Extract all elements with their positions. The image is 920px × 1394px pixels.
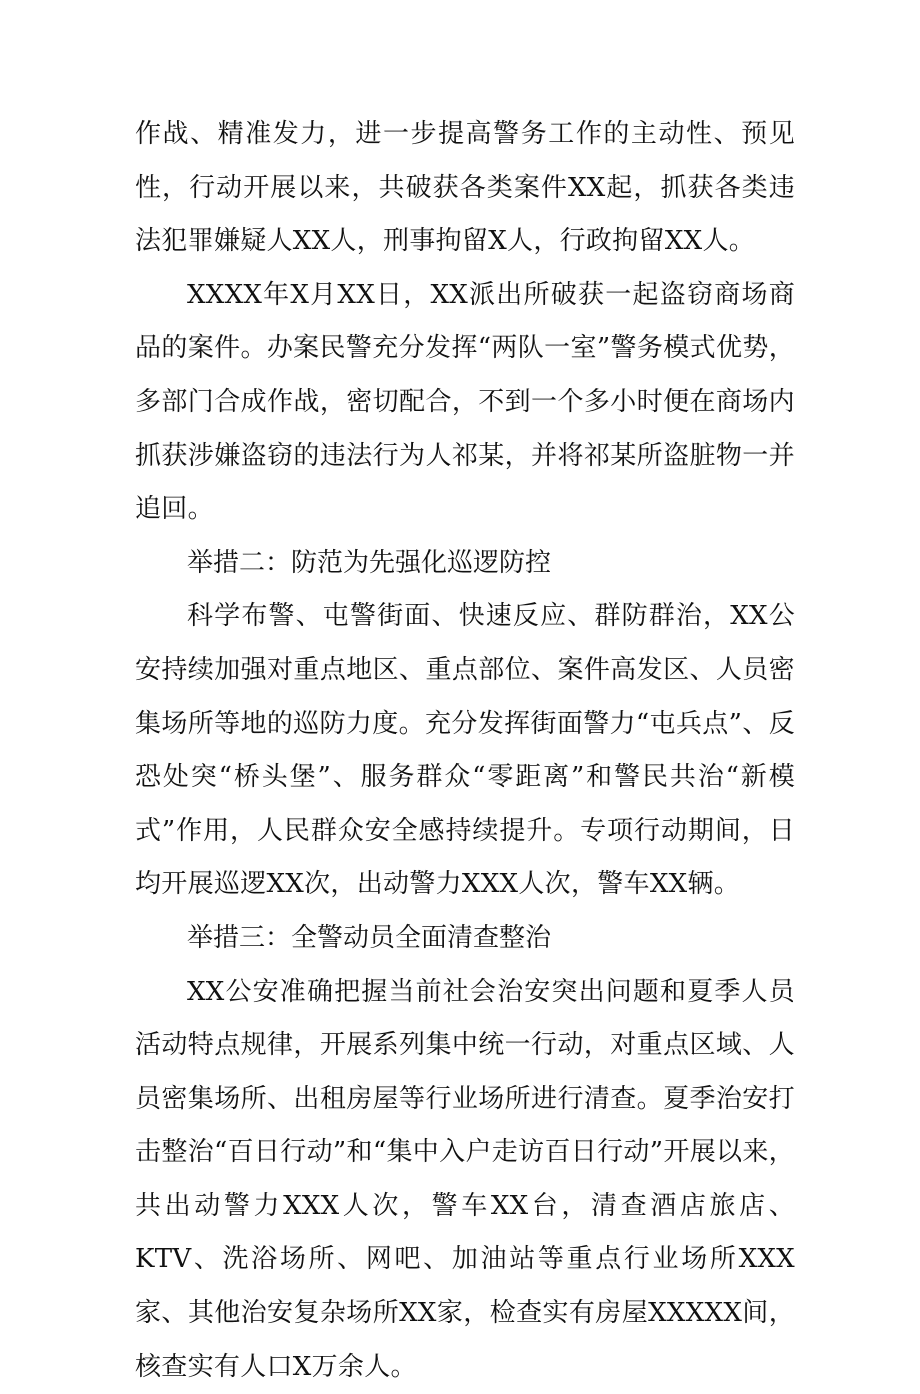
paragraph-results-summary: 作战、精准发力，进一步提高警务工作的主动性、预见性，行动开展以来，共破获各类案件XX起，抓获各类违法犯罪嫌疑人XX人，刑事拘留X人，行政拘留XX人。 (135, 108, 795, 269)
heading-measure-three: 举措三：全警动员全面清查整治 (135, 912, 795, 966)
paragraph-inspection-rectification: XX公安准确把握当前社会治安突出问题和夏季人员活动特点规律，开展系列集中统一行动，对重点区域、人员密集场所、出租房屋等行业场所进行清查。夏季治安打击整治“百日行动”和“集中入户走访百日行动”开展以来，共出动警力XXX人次，警车XX台，清查酒店旅店、KTV、洗浴场所、网吧、加油站等重点行业场所XXX家、其他治安复杂场所XX家，检查实有房屋XXXXX间，核查实有人口X万余人。 (135, 966, 795, 1394)
paragraph-theft-case: XXXX年X月XX日，XX派出所破获一起盗窃商场商品的案件。办案民警充分发挥“两队一室”警务模式优势，多部门合成作战，密切配合，不到一个多小时便在商场内抓获涉嫌盗窃的违法行为人祁某，并将祁某所盗脏物一并追回。 (135, 269, 795, 537)
paragraph-patrol-control: 科学布警、屯警街面、快速反应、群防群治，XX公安持续加强对重点地区、重点部位、案件高发区、人员密集场所等地的巡防力度。充分发挥街面警力“屯兵点”、反恐处突“桥头堡”、服务群众“零距离”和警民共治“新模式”作用，人民群众安全感持续提升。专项行动期间，日均开展巡逻XX次，出动警力XXX人次，警车XX辆。 (135, 590, 795, 912)
document-body (135, 108, 795, 1394)
heading-measure-two: 举措二：防范为先强化巡逻防控 (135, 537, 795, 591)
